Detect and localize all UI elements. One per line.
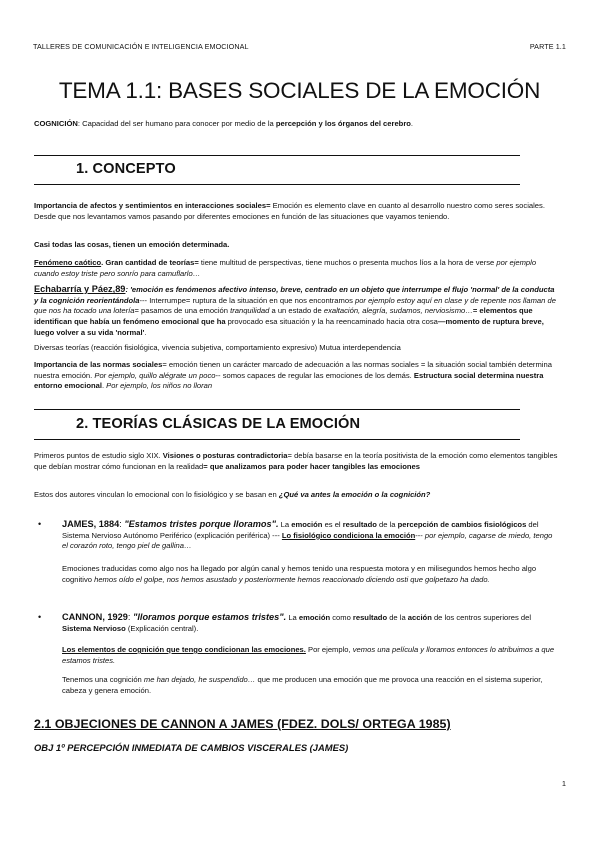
paragraph-normas-sociales: Importancia de las normas sociales= emoción tienen un carácter marcado de adecuación a las normas sociales = la situación social también determina nuestra emoción. Por ejemplo, quillo alégrate un poco-- somos capaces de regular las emociones de los demás. Estructura social determina nuestra entorno emocional. Por ejemplo, los niños no lloran xyxy=(34,360,552,391)
bullet-cannon: • xyxy=(38,612,42,622)
cognicion-term: COGNICIÓN xyxy=(34,119,78,128)
objection-1-heading: OBJ 1º PERCEPCIÓN INMEDIATA DE CAMBIOS VISCERALES (JAMES) xyxy=(34,742,349,753)
header-right: PARTE 1.1 xyxy=(529,42,566,51)
paragraph-cannon-ejemplo: Tenemos una cognición me han dejado, he suspendido… que me producen una emoción que me provoca una reacción en el sistema superior, cabeza y genera emoción. xyxy=(62,675,543,695)
paragraph-cannon: CANNON, 1929: "lloramos porque estamos tristes". La emoción como resultado de la acción de los centros superiores del Sistema Nervioso (Explicación central). xyxy=(62,612,532,633)
section-heading-teorias: 2. TEORÍAS CLÁSICAS DE LA EMOCIÓN xyxy=(76,416,361,432)
page-number: 1 xyxy=(561,779,566,788)
page-title: TEMA 1.1: BASES SOCIALES DE LA EMOCIÓN xyxy=(58,78,541,103)
paragraph-primeros-puntos: Primeros puntos de estudio siglo XIX. Visiones o posturas contradictoria= debía basarse en la teoría positivista de la emoción como elementos tangibles que debían mostrar cómo funcionan en la realidad= que analizamos para poder hacer tangibles las emociones xyxy=(34,451,558,471)
header-left: TALLERES DE COMUNICACIÓN E INTELIGENCIA EMOCIONAL xyxy=(33,42,249,51)
section-rule-top xyxy=(34,155,520,156)
paragraph-casi-todas: Casi todas las cosas, tienen un emoción determinada. xyxy=(34,240,230,249)
paragraph-diversas-teorias: Diversas teorías (reacción fisiológica, vivencia subjetiva, comportamiento expresivo) Mutua interdependencia xyxy=(34,343,401,352)
section-rule-bottom xyxy=(34,184,520,185)
paragraph-afectos: Importancia de afectos y sentimientos en interacciones sociales= Emoción es elemento clave en cuanto al desarrollo nuestro como seres sociales. Desde que nos levantamos vamos pasando por diferentes emociones en función de las situaciones que vayamos teniendo. xyxy=(34,201,545,221)
paragraph-fenomeno-caotico: Fenómeno caótico. Gran cantidad de teorías= tiene multitud de perspectivas, tiene muchos o presenta muchos líos a la hora de verse por ejemplo cuando estoy triste pero sonrío para camuflarlo… xyxy=(34,258,537,278)
subsection-heading-objeciones: 2.1 OBJECIONES DE CANNON A JAMES (FDEZ. DOLS/ ORTEGA 1985) xyxy=(34,717,451,731)
section-rule-top xyxy=(34,409,520,410)
bullet-james: • xyxy=(38,519,42,529)
paragraph-james-explicacion: Emociones traducidas como algo nos ha llegado por algún canal y hemos tenido una respuesta motora y en milisegundos hemos hecho algo cognitivo hemos oído el golpe, nos hemos asustado y posteriormente hemos reaccionado diciendo osti que golpetazo ha dado. xyxy=(62,564,537,584)
paragraph-cannon-cognicion: Los elementos de cognición que tengo condicionan las emociones. Por ejemplo, vemos una película y lloramos entonces lo atribuimos a que estamos tristes. xyxy=(62,645,555,665)
section-rule-bottom xyxy=(34,439,520,440)
cognicion-definition: COGNICIÓN: Capacidad del ser humano para conocer por medio de la percepción y los órganos del cerebro. xyxy=(34,119,414,128)
paragraph-james: JAMES, 1884: "Estamos tristes porque lloramos". La emoción es el resultado de la percepción de cambios fisiológicos del Sistema Nervioso Autónomo Periférico (explicación periférica) --- Lo fisiológico condiciona la emoción--- por ejemplo, cagarse de miedo, tengo el corazón roto, tengo piel de gallina… xyxy=(62,519,553,551)
paragraph-estos-autores: Estos dos autores vinculan lo emocional con lo fisiológico y se basan en ¿Qué va antes la emoción o la cognición? xyxy=(34,490,431,499)
paragraph-echabarria: Echabarría y Páez,89: 'emoción es fenómenos afectivo intenso, breve, centrado en un objeto que interrumpe el flujo 'normal' de la conducta y la cognición reorientándola--- Interrumpe= ruptura de la situación en que nos encontramos por ejemplo estoy aquí en clase y de repente nos llaman de que nos ha tocado una lotería= pasamos de una emoción tranquilidad a un estado de exaltación, alegría, sudamos, nerviosismo…= elementos que identifican que había un fenómeno emocional que ha provocado esa situación y la ha reencaminado hacia otra cosa—momento de ruptura breve, luego volver a su vida 'normal'. xyxy=(34,284,556,337)
section-heading-concepto: 1. CONCEPTO xyxy=(76,161,176,177)
